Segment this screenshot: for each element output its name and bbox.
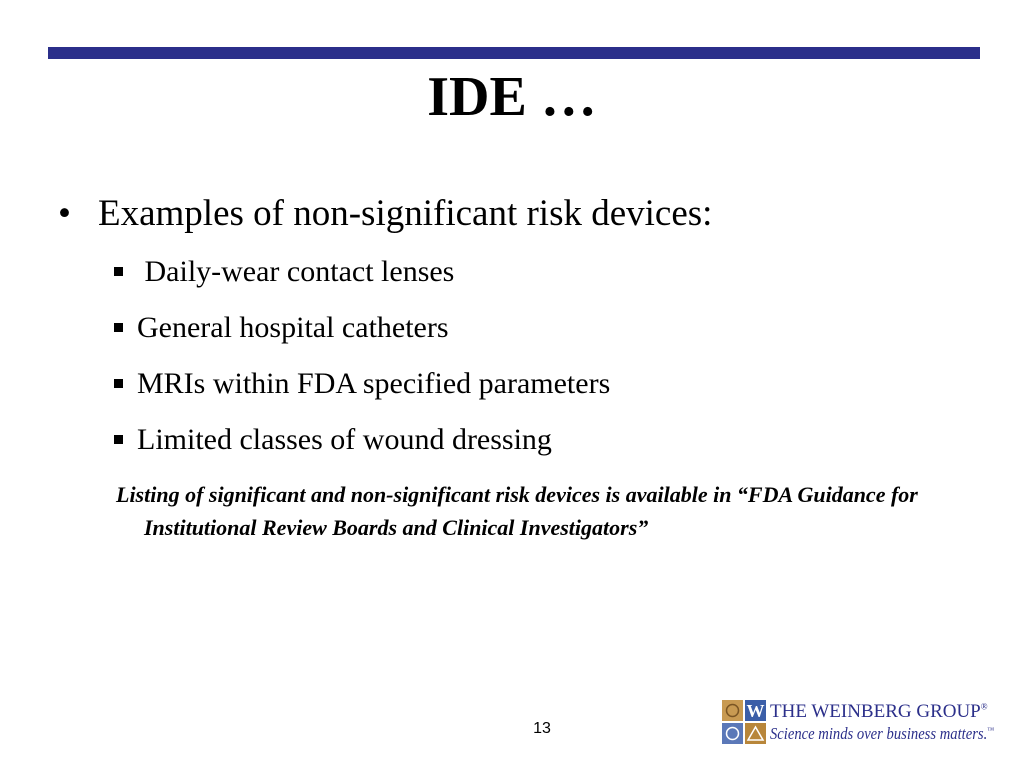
sub-bullet-item bbox=[114, 421, 610, 477]
sub-bullet-text: Limited classes of wound dressing bbox=[137, 423, 552, 456]
square-bullet-icon bbox=[114, 435, 123, 444]
svg-text:W: W bbox=[746, 701, 765, 721]
sub-bullet-text: MRIs within FDA specified parameters bbox=[137, 367, 611, 400]
weinberg-group-logo bbox=[722, 700, 994, 744]
main-bullet bbox=[58, 191, 712, 237]
square-bullet-icon bbox=[114, 323, 123, 332]
logo-emblem-icon bbox=[722, 700, 766, 744]
sub-bullet-item bbox=[114, 253, 610, 309]
title-rule bbox=[48, 47, 980, 59]
logo-tagline: Science minds over business matters.™ bbox=[770, 724, 994, 743]
slide-title: IDE … bbox=[427, 66, 597, 128]
logo-name: THE WEINBERG GROUP® bbox=[770, 701, 988, 722]
sub-bullet-item bbox=[114, 365, 610, 421]
page-number: 13 bbox=[533, 720, 551, 737]
sub-bullet-list bbox=[114, 253, 610, 477]
square-bullet-icon bbox=[114, 379, 123, 388]
bullet-dot: • bbox=[58, 193, 71, 234]
sub-bullet-item bbox=[114, 309, 610, 365]
guidance-note: Listing of significant and non-significant risk devices is available in “FDA Guidance for Institutional Review Boards and Clinical Investigators” bbox=[116, 482, 918, 540]
main-bullet-text: Examples of non-significant risk devices: bbox=[98, 193, 713, 234]
sub-bullet-text: Daily-wear contact lenses bbox=[137, 255, 455, 288]
square-bullet-icon bbox=[114, 267, 123, 276]
sub-bullet-text: General hospital catheters bbox=[137, 311, 449, 344]
